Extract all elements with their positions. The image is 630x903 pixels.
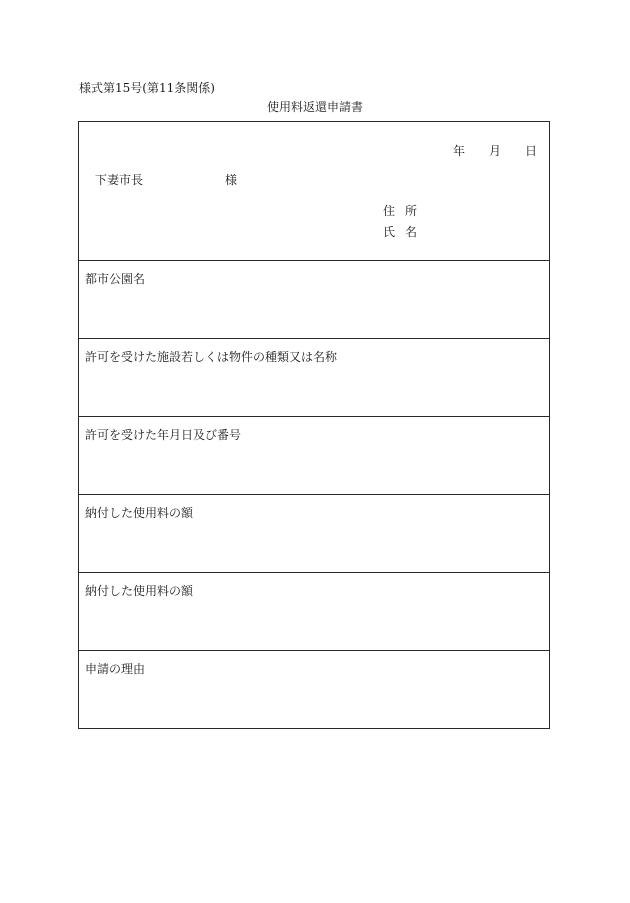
row-label: 許可を受けた年月日及び番号	[85, 428, 242, 442]
form-title: 使用料返還申請書	[266, 100, 363, 114]
date-month-label: 月	[489, 144, 502, 158]
form-row-fee-paid	[79, 495, 549, 573]
form-row-park-name	[79, 261, 549, 339]
row-label: 納付した使用料の額	[85, 506, 194, 520]
addressee: 下妻市長	[95, 173, 144, 187]
row-label: 許可を受けた施設若しくは物件の種類又は名称	[85, 350, 338, 364]
form-header-section	[79, 122, 549, 261]
date-year-label: 年	[453, 144, 466, 158]
form-number: 様式第15号(第11条関係)	[79, 81, 215, 95]
address-label: 住所	[383, 204, 428, 218]
application-form-table	[78, 121, 550, 729]
form-row-facility-type	[79, 339, 549, 417]
form-row-reason	[79, 651, 549, 729]
form-row-permit-date-number	[79, 417, 549, 495]
name-label: 氏名	[383, 225, 428, 239]
row-label: 申請の理由	[85, 662, 146, 676]
date-day-label: 日	[525, 144, 538, 158]
row-label: 納付した使用料の額	[85, 584, 194, 598]
row-label: 都市公園名	[85, 272, 146, 286]
form-row-fee-paid-2	[79, 573, 549, 651]
honorific: 様	[225, 173, 238, 187]
